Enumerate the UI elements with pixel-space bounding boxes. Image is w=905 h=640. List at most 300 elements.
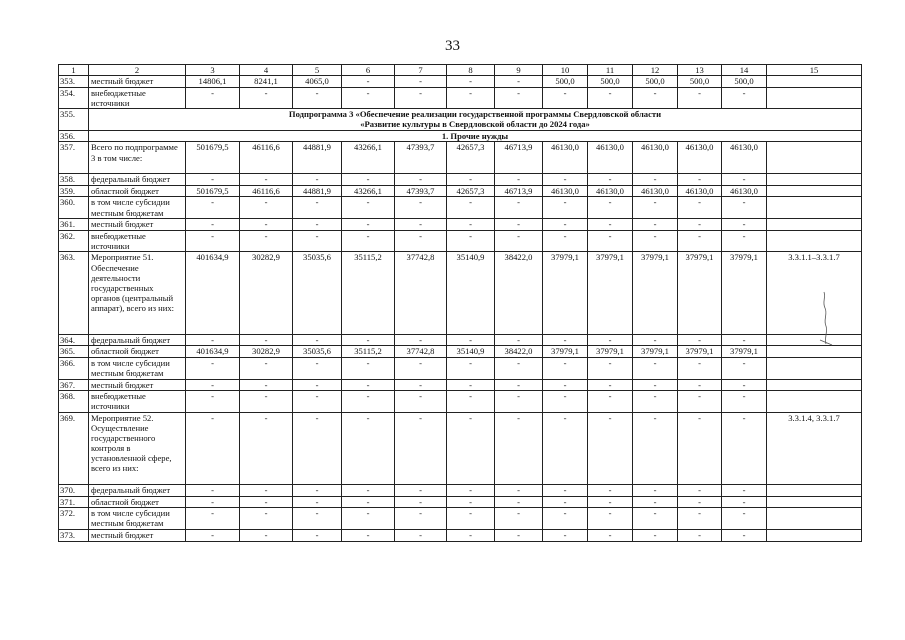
row-name: федеральный бюджет (89, 334, 186, 346)
value-cell: - (342, 197, 395, 219)
value-cell: 46130,0 (588, 142, 633, 174)
value-cell: - (543, 496, 588, 508)
value-cell: - (293, 334, 342, 346)
value-cell: - (633, 357, 678, 379)
value-cell: - (293, 230, 342, 252)
value-cell: 38422,0 (495, 252, 543, 334)
target-code (767, 485, 862, 497)
value-cell: - (395, 529, 447, 541)
value-cell: - (495, 174, 543, 186)
row-number: 362. (59, 230, 89, 252)
value-cell: - (678, 379, 722, 391)
value-cell: - (447, 76, 495, 88)
value-cell: - (633, 219, 678, 231)
section-row (59, 131, 862, 142)
row-number: 354. (59, 87, 89, 109)
table-row (59, 496, 862, 508)
value-cell: - (293, 508, 342, 530)
value-cell: - (186, 379, 240, 391)
value-cell: - (240, 412, 293, 484)
value-cell: - (722, 529, 767, 541)
header-cell: 2 (89, 65, 186, 76)
value-cell: 46130,0 (543, 142, 588, 174)
table-row (59, 174, 862, 186)
value-cell: - (678, 412, 722, 484)
value-cell: - (447, 87, 495, 109)
row-name: местный бюджет (89, 76, 186, 88)
row-number: 360. (59, 197, 89, 219)
table-row (59, 87, 862, 109)
table-row (59, 230, 862, 252)
target-code (767, 357, 862, 379)
value-cell: 46713,9 (495, 185, 543, 197)
value-cell: - (678, 197, 722, 219)
value-cell: - (588, 87, 633, 109)
value-cell: - (678, 334, 722, 346)
value-cell: - (186, 87, 240, 109)
value-cell: - (633, 485, 678, 497)
value-cell: 501679,5 (186, 142, 240, 174)
page-number: 33 (445, 38, 460, 54)
value-cell: - (588, 508, 633, 530)
value-cell: - (447, 197, 495, 219)
row-name: областной бюджет (89, 346, 186, 358)
value-cell: 500,0 (543, 76, 588, 88)
value-cell: 46130,0 (588, 185, 633, 197)
value-cell: - (543, 357, 588, 379)
value-cell: 47393,7 (395, 185, 447, 197)
row-name: Мероприятие 52. Осуществление государственного контроля в установленной сфере, всего из них: (89, 412, 186, 484)
table-row (59, 485, 862, 497)
value-cell: - (447, 174, 495, 186)
value-cell: - (722, 174, 767, 186)
table-row (59, 529, 862, 541)
value-cell: - (543, 230, 588, 252)
value-cell: - (395, 379, 447, 391)
value-cell: 500,0 (722, 76, 767, 88)
value-cell: 46130,0 (543, 185, 588, 197)
value-cell: - (633, 174, 678, 186)
value-cell: 37979,1 (633, 252, 678, 334)
row-name: в том числе субсидии местным бюджетам (89, 508, 186, 530)
value-cell: - (447, 219, 495, 231)
value-cell: - (240, 379, 293, 391)
value-cell: - (678, 485, 722, 497)
value-cell: - (186, 197, 240, 219)
target-code (767, 87, 862, 109)
value-cell: 30282,9 (240, 252, 293, 334)
value-cell: - (447, 230, 495, 252)
value-cell: - (588, 219, 633, 231)
value-cell: - (186, 485, 240, 497)
value-cell: - (395, 87, 447, 109)
row-number: 364. (59, 334, 89, 346)
value-cell: - (678, 357, 722, 379)
value-cell: 35140,9 (447, 252, 495, 334)
value-cell: 46130,0 (633, 142, 678, 174)
row-number: 368. (59, 391, 89, 413)
target-code (767, 76, 862, 88)
value-cell: 500,0 (588, 76, 633, 88)
value-cell: - (395, 412, 447, 484)
value-cell: - (186, 529, 240, 541)
row-name: областной бюджет (89, 496, 186, 508)
value-cell: - (495, 230, 543, 252)
value-cell: 46130,0 (633, 185, 678, 197)
value-cell: - (495, 485, 543, 497)
value-cell: 38422,0 (495, 346, 543, 358)
value-cell: - (633, 334, 678, 346)
row-number: 370. (59, 485, 89, 497)
value-cell: - (395, 174, 447, 186)
value-cell: - (240, 219, 293, 231)
value-cell: - (342, 412, 395, 484)
value-cell: - (240, 334, 293, 346)
value-cell: 4065,0 (293, 76, 342, 88)
value-cell: - (722, 357, 767, 379)
value-cell: - (186, 412, 240, 484)
value-cell: 500,0 (678, 76, 722, 88)
value-cell: 43266,1 (342, 142, 395, 174)
value-cell: - (543, 485, 588, 497)
value-cell: - (678, 219, 722, 231)
value-cell: - (447, 529, 495, 541)
value-cell: 42657,3 (447, 142, 495, 174)
value-cell: - (293, 391, 342, 413)
value-cell: - (722, 391, 767, 413)
value-cell: - (447, 379, 495, 391)
value-cell: 37979,1 (543, 346, 588, 358)
header-cell: 13 (678, 65, 722, 76)
header-cell: 5 (293, 65, 342, 76)
value-cell: - (186, 230, 240, 252)
value-cell: - (447, 357, 495, 379)
target-code (767, 379, 862, 391)
row-number: 365. (59, 346, 89, 358)
value-cell: - (342, 508, 395, 530)
value-cell: - (588, 379, 633, 391)
table-row (59, 334, 862, 346)
value-cell: - (342, 219, 395, 231)
value-cell: 46116,6 (240, 142, 293, 174)
value-cell: 37742,8 (395, 252, 447, 334)
value-cell: - (395, 485, 447, 497)
subprogram-title (89, 109, 862, 131)
value-cell: - (495, 76, 543, 88)
value-cell: - (495, 334, 543, 346)
value-cell: - (293, 529, 342, 541)
row-name: местный бюджет (89, 379, 186, 391)
value-cell: - (240, 496, 293, 508)
value-cell: - (588, 496, 633, 508)
value-cell: - (186, 496, 240, 508)
value-cell: - (447, 485, 495, 497)
value-cell: - (293, 197, 342, 219)
value-cell: - (342, 379, 395, 391)
section-title: 1. Прочие нужды (89, 131, 862, 142)
value-cell: 401634,9 (186, 252, 240, 334)
value-cell: 37979,1 (588, 252, 633, 334)
value-cell: - (240, 230, 293, 252)
value-cell: - (722, 230, 767, 252)
target-code (767, 142, 862, 174)
value-cell: - (342, 76, 395, 88)
table-row (59, 197, 862, 219)
target-code (767, 529, 862, 541)
value-cell: - (395, 357, 447, 379)
value-cell: 500,0 (633, 76, 678, 88)
value-cell: 35115,2 (342, 252, 395, 334)
value-cell: 42657,3 (447, 185, 495, 197)
value-cell: - (342, 87, 395, 109)
value-cell: - (722, 334, 767, 346)
value-cell: - (447, 334, 495, 346)
value-cell: 46130,0 (678, 185, 722, 197)
value-cell: - (395, 391, 447, 413)
value-cell: - (633, 87, 678, 109)
header-cell: 6 (342, 65, 395, 76)
value-cell: 47393,7 (395, 142, 447, 174)
value-cell: 37979,1 (588, 346, 633, 358)
value-cell: - (678, 87, 722, 109)
value-cell: 43266,1 (342, 185, 395, 197)
header-cell: 11 (588, 65, 633, 76)
value-cell: 37979,1 (722, 252, 767, 334)
value-cell: - (395, 197, 447, 219)
table-row (59, 252, 862, 334)
value-cell: - (678, 391, 722, 413)
table-row (59, 346, 862, 358)
header-cell: 12 (633, 65, 678, 76)
row-number: 355. (59, 109, 89, 131)
value-cell: - (240, 174, 293, 186)
value-cell: - (186, 357, 240, 379)
row-number: 358. (59, 174, 89, 186)
value-cell: - (395, 496, 447, 508)
value-cell: 35140,9 (447, 346, 495, 358)
value-cell: 46130,0 (722, 142, 767, 174)
target-code (767, 174, 862, 186)
value-cell: - (293, 87, 342, 109)
header-cell: 7 (395, 65, 447, 76)
value-cell: - (495, 529, 543, 541)
table-row (59, 379, 862, 391)
value-cell: - (588, 357, 633, 379)
header-cell: 1 (59, 65, 89, 76)
row-number: 363. (59, 252, 89, 334)
row-name: местный бюджет (89, 219, 186, 231)
row-number: 371. (59, 496, 89, 508)
value-cell: - (186, 334, 240, 346)
value-cell: - (588, 197, 633, 219)
value-cell: - (633, 529, 678, 541)
value-cell: 44881,9 (293, 185, 342, 197)
subprogram-row (59, 109, 862, 131)
value-cell: - (447, 496, 495, 508)
value-cell: - (495, 197, 543, 219)
value-cell: - (186, 391, 240, 413)
value-cell: - (633, 197, 678, 219)
target-code (767, 391, 862, 413)
target-code: 3.3.1.1–3.3.1.7 (767, 252, 862, 334)
table-row (59, 76, 862, 88)
value-cell: - (395, 230, 447, 252)
table-row (59, 391, 862, 413)
value-cell: - (240, 197, 293, 219)
row-number: 357. (59, 142, 89, 174)
value-cell: - (633, 230, 678, 252)
value-cell: - (588, 529, 633, 541)
row-number: 366. (59, 357, 89, 379)
value-cell: - (633, 379, 678, 391)
value-cell: - (722, 485, 767, 497)
value-cell: - (240, 485, 293, 497)
value-cell: 44881,9 (293, 142, 342, 174)
row-name: Всего по подпрограмме 3 в том числе: (89, 142, 186, 174)
value-cell: - (342, 391, 395, 413)
value-cell: - (543, 219, 588, 231)
value-cell: - (240, 357, 293, 379)
value-cell: - (543, 87, 588, 109)
value-cell: - (293, 174, 342, 186)
value-cell: - (633, 508, 678, 530)
value-cell: - (543, 508, 588, 530)
target-code (767, 185, 862, 197)
row-name: федеральный бюджет (89, 485, 186, 497)
value-cell: 46130,0 (678, 142, 722, 174)
handwritten-mark (814, 290, 836, 348)
value-cell: - (722, 379, 767, 391)
value-cell: 501679,5 (186, 185, 240, 197)
subprogram-title-line1: Подпрограмма 3 «Обеспечение реализации государственной программы Свердловской области (288, 109, 662, 120)
value-cell: - (722, 496, 767, 508)
value-cell: 46116,6 (240, 185, 293, 197)
value-cell: 46130,0 (722, 185, 767, 197)
table-row (59, 185, 862, 197)
value-cell: - (495, 87, 543, 109)
value-cell: - (678, 529, 722, 541)
value-cell: 30282,9 (240, 346, 293, 358)
value-cell: - (395, 508, 447, 530)
value-cell: - (495, 357, 543, 379)
value-cell: - (722, 197, 767, 219)
value-cell: 37979,1 (722, 346, 767, 358)
value-cell: - (342, 174, 395, 186)
value-cell: - (588, 412, 633, 484)
value-cell: - (186, 219, 240, 231)
value-cell: - (293, 496, 342, 508)
value-cell: - (588, 174, 633, 186)
value-cell: - (495, 508, 543, 530)
value-cell: - (495, 496, 543, 508)
row-name: в том числе субсидии местным бюджетам (89, 357, 186, 379)
value-cell: - (293, 412, 342, 484)
value-cell: - (293, 219, 342, 231)
row-name: внебюджетные источники (89, 87, 186, 109)
value-cell: 401634,9 (186, 346, 240, 358)
value-cell: - (543, 379, 588, 391)
value-cell: 37979,1 (678, 346, 722, 358)
value-cell: - (633, 391, 678, 413)
budget-table (58, 64, 862, 542)
value-cell: - (495, 412, 543, 484)
row-name: внебюджетные источники (89, 230, 186, 252)
value-cell: - (395, 334, 447, 346)
row-number: 373. (59, 529, 89, 541)
value-cell: - (240, 508, 293, 530)
header-cell: 14 (722, 65, 767, 76)
row-number: 367. (59, 379, 89, 391)
value-cell: - (342, 357, 395, 379)
value-cell: - (633, 496, 678, 508)
value-cell: - (447, 412, 495, 484)
value-cell: 35115,2 (342, 346, 395, 358)
row-number: 356. (59, 131, 89, 142)
value-cell: - (543, 412, 588, 484)
value-cell: - (722, 412, 767, 484)
header-cell: 8 (447, 65, 495, 76)
value-cell: - (240, 529, 293, 541)
value-cell: - (633, 412, 678, 484)
table-row (59, 357, 862, 379)
header-cell: 10 (543, 65, 588, 76)
value-cell: - (447, 508, 495, 530)
value-cell: - (395, 76, 447, 88)
value-cell: - (342, 334, 395, 346)
row-name: областной бюджет (89, 185, 186, 197)
table-row (59, 142, 862, 174)
value-cell: - (722, 219, 767, 231)
row-name: федеральный бюджет (89, 174, 186, 186)
value-cell: 35035,6 (293, 252, 342, 334)
value-cell: - (543, 334, 588, 346)
value-cell: - (240, 391, 293, 413)
value-cell: - (495, 391, 543, 413)
value-cell: - (342, 485, 395, 497)
row-number: 372. (59, 508, 89, 530)
value-cell: 14806,1 (186, 76, 240, 88)
row-number: 359. (59, 185, 89, 197)
header-cell: 3 (186, 65, 240, 76)
row-name: в том числе субсидии местным бюджетам (89, 197, 186, 219)
table-row (59, 508, 862, 530)
value-cell: - (722, 87, 767, 109)
value-cell: - (543, 391, 588, 413)
value-cell: - (543, 529, 588, 541)
value-cell: - (293, 485, 342, 497)
value-cell: - (678, 508, 722, 530)
value-cell: - (588, 230, 633, 252)
value-cell: 37979,1 (543, 252, 588, 334)
row-number: 361. (59, 219, 89, 231)
value-cell: - (495, 219, 543, 231)
row-name: внебюджетные источники (89, 391, 186, 413)
value-cell: - (395, 219, 447, 231)
value-cell: 46713,9 (495, 142, 543, 174)
value-cell: - (293, 379, 342, 391)
value-cell: 37742,8 (395, 346, 447, 358)
value-cell: - (678, 496, 722, 508)
header-cell: 9 (495, 65, 543, 76)
value-cell: - (342, 230, 395, 252)
value-cell: - (543, 197, 588, 219)
value-cell: - (447, 391, 495, 413)
row-number: 369. (59, 412, 89, 484)
value-cell: 37979,1 (633, 346, 678, 358)
value-cell: - (186, 508, 240, 530)
value-cell: - (543, 174, 588, 186)
value-cell: - (186, 174, 240, 186)
